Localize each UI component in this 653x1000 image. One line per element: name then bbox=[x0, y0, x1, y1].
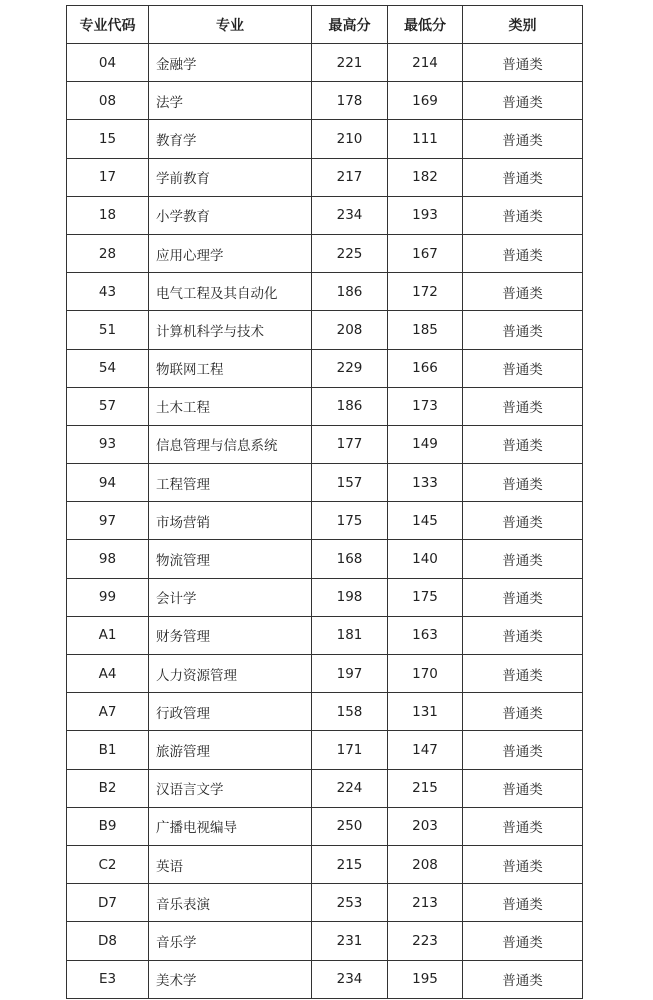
cell-category: 普通类 bbox=[463, 464, 583, 502]
cell-max-score: 177 bbox=[312, 425, 388, 463]
table-row bbox=[67, 464, 583, 502]
cell-category: 普通类 bbox=[463, 234, 583, 272]
cell-min-score: 163 bbox=[388, 616, 463, 654]
cell-min-score: 173 bbox=[388, 387, 463, 425]
cell-major-code: B2 bbox=[67, 769, 149, 807]
cell-major-name: 英语 bbox=[149, 845, 312, 883]
cell-min-score: 111 bbox=[388, 120, 463, 158]
cell-min-score: 185 bbox=[388, 311, 463, 349]
cell-major-name: 音乐学 bbox=[149, 922, 312, 960]
cell-category: 普通类 bbox=[463, 960, 583, 998]
cell-min-score: 195 bbox=[388, 960, 463, 998]
cell-max-score: 171 bbox=[312, 731, 388, 769]
cell-category: 普通类 bbox=[463, 655, 583, 693]
table-row bbox=[67, 922, 583, 960]
cell-category: 普通类 bbox=[463, 349, 583, 387]
cell-major-name: 土木工程 bbox=[149, 387, 312, 425]
cell-major-code: 93 bbox=[67, 425, 149, 463]
cell-category: 普通类 bbox=[463, 540, 583, 578]
table-row bbox=[67, 731, 583, 769]
cell-major-name: 计算机科学与技术 bbox=[149, 311, 312, 349]
table-row bbox=[67, 158, 583, 196]
cell-min-score: 182 bbox=[388, 158, 463, 196]
table-row bbox=[67, 273, 583, 311]
cell-major-code: B9 bbox=[67, 807, 149, 845]
cell-min-score: 149 bbox=[388, 425, 463, 463]
cell-category: 普通类 bbox=[463, 884, 583, 922]
cell-major-code: A1 bbox=[67, 616, 149, 654]
cell-major-code: 08 bbox=[67, 82, 149, 120]
table-row bbox=[67, 311, 583, 349]
cell-major-name: 物联网工程 bbox=[149, 349, 312, 387]
cell-max-score: 224 bbox=[312, 769, 388, 807]
cell-max-score: 215 bbox=[312, 845, 388, 883]
cell-min-score: 133 bbox=[388, 464, 463, 502]
cell-min-score: 193 bbox=[388, 196, 463, 234]
cell-category: 普通类 bbox=[463, 502, 583, 540]
cell-major-code: 97 bbox=[67, 502, 149, 540]
cell-major-code: 54 bbox=[67, 349, 149, 387]
table-row bbox=[67, 196, 583, 234]
cell-major-code: D8 bbox=[67, 922, 149, 960]
cell-max-score: 229 bbox=[312, 349, 388, 387]
cell-min-score: 175 bbox=[388, 578, 463, 616]
cell-max-score: 217 bbox=[312, 158, 388, 196]
cell-max-score: 231 bbox=[312, 922, 388, 960]
cell-major-code: 57 bbox=[67, 387, 149, 425]
cell-major-name: 法学 bbox=[149, 82, 312, 120]
header-min-score: 最低分 bbox=[388, 6, 463, 44]
cell-min-score: 131 bbox=[388, 693, 463, 731]
cell-max-score: 250 bbox=[312, 807, 388, 845]
header-max-score: 最高分 bbox=[312, 6, 388, 44]
cell-max-score: 168 bbox=[312, 540, 388, 578]
cell-category: 普通类 bbox=[463, 196, 583, 234]
table-row bbox=[67, 884, 583, 922]
cell-major-code: A4 bbox=[67, 655, 149, 693]
table-row bbox=[67, 845, 583, 883]
cell-major-name: 美术学 bbox=[149, 960, 312, 998]
cell-min-score: 145 bbox=[388, 502, 463, 540]
cell-max-score: 175 bbox=[312, 502, 388, 540]
cell-min-score: 208 bbox=[388, 845, 463, 883]
cell-max-score: 158 bbox=[312, 693, 388, 731]
cell-max-score: 234 bbox=[312, 960, 388, 998]
table-row bbox=[67, 44, 583, 82]
cell-min-score: 172 bbox=[388, 273, 463, 311]
cell-min-score: 169 bbox=[388, 82, 463, 120]
table-row bbox=[67, 655, 583, 693]
cell-max-score: 157 bbox=[312, 464, 388, 502]
cell-major-name: 教育学 bbox=[149, 120, 312, 158]
table-row bbox=[67, 578, 583, 616]
cell-major-name: 市场营销 bbox=[149, 502, 312, 540]
cell-category: 普通类 bbox=[463, 807, 583, 845]
cell-min-score: 223 bbox=[388, 922, 463, 960]
table-row bbox=[67, 540, 583, 578]
table-row bbox=[67, 387, 583, 425]
table-row bbox=[67, 234, 583, 272]
cell-min-score: 167 bbox=[388, 234, 463, 272]
cell-min-score: 147 bbox=[388, 731, 463, 769]
header-major-code: 专业代码 bbox=[67, 6, 149, 44]
cell-category: 普通类 bbox=[463, 120, 583, 158]
cell-major-code: 99 bbox=[67, 578, 149, 616]
cell-max-score: 225 bbox=[312, 234, 388, 272]
cell-max-score: 198 bbox=[312, 578, 388, 616]
cell-major-code: A7 bbox=[67, 693, 149, 731]
cell-category: 普通类 bbox=[463, 82, 583, 120]
cell-max-score: 186 bbox=[312, 387, 388, 425]
cell-category: 普通类 bbox=[463, 845, 583, 883]
table-row bbox=[67, 349, 583, 387]
cell-major-code: 98 bbox=[67, 540, 149, 578]
cell-major-name: 旅游管理 bbox=[149, 731, 312, 769]
cell-major-code: 15 bbox=[67, 120, 149, 158]
cell-category: 普通类 bbox=[463, 922, 583, 960]
table-body bbox=[67, 44, 583, 999]
cell-min-score: 203 bbox=[388, 807, 463, 845]
cell-major-name: 会计学 bbox=[149, 578, 312, 616]
header-row bbox=[67, 6, 583, 44]
cell-major-name: 学前教育 bbox=[149, 158, 312, 196]
cell-category: 普通类 bbox=[463, 693, 583, 731]
cell-major-code: 04 bbox=[67, 44, 149, 82]
cell-major-name: 信息管理与信息系统 bbox=[149, 425, 312, 463]
cell-major-name: 人力资源管理 bbox=[149, 655, 312, 693]
table-row bbox=[67, 120, 583, 158]
cell-category: 普通类 bbox=[463, 44, 583, 82]
cell-major-name: 电气工程及其自动化 bbox=[149, 273, 312, 311]
cell-category: 普通类 bbox=[463, 616, 583, 654]
header-major: 专业 bbox=[149, 6, 312, 44]
cell-major-code: 18 bbox=[67, 196, 149, 234]
cell-category: 普通类 bbox=[463, 425, 583, 463]
table-row bbox=[67, 82, 583, 120]
cell-major-code: E3 bbox=[67, 960, 149, 998]
cell-major-name: 工程管理 bbox=[149, 464, 312, 502]
cell-major-name: 汉语言文学 bbox=[149, 769, 312, 807]
cell-major-name: 行政管理 bbox=[149, 693, 312, 731]
table-row bbox=[67, 769, 583, 807]
cell-min-score: 166 bbox=[388, 349, 463, 387]
header-category: 类别 bbox=[463, 6, 583, 44]
cell-min-score: 213 bbox=[388, 884, 463, 922]
cell-major-name: 小学教育 bbox=[149, 196, 312, 234]
cell-category: 普通类 bbox=[463, 387, 583, 425]
cell-category: 普通类 bbox=[463, 578, 583, 616]
cell-major-code: 94 bbox=[67, 464, 149, 502]
cell-max-score: 210 bbox=[312, 120, 388, 158]
score-table bbox=[66, 5, 583, 999]
cell-major-code: B1 bbox=[67, 731, 149, 769]
table-row bbox=[67, 425, 583, 463]
cell-category: 普通类 bbox=[463, 273, 583, 311]
score-table-container bbox=[66, 5, 582, 999]
cell-category: 普通类 bbox=[463, 731, 583, 769]
cell-max-score: 197 bbox=[312, 655, 388, 693]
cell-category: 普通类 bbox=[463, 158, 583, 196]
cell-major-name: 物流管理 bbox=[149, 540, 312, 578]
cell-category: 普通类 bbox=[463, 311, 583, 349]
cell-major-name: 财务管理 bbox=[149, 616, 312, 654]
cell-max-score: 178 bbox=[312, 82, 388, 120]
cell-max-score: 234 bbox=[312, 196, 388, 234]
cell-major-name: 金融学 bbox=[149, 44, 312, 82]
cell-major-code: C2 bbox=[67, 845, 149, 883]
cell-major-code: 43 bbox=[67, 273, 149, 311]
cell-max-score: 208 bbox=[312, 311, 388, 349]
cell-major-code: 28 bbox=[67, 234, 149, 272]
cell-major-code: 51 bbox=[67, 311, 149, 349]
cell-major-name: 广播电视编导 bbox=[149, 807, 312, 845]
cell-major-code: D7 bbox=[67, 884, 149, 922]
cell-max-score: 181 bbox=[312, 616, 388, 654]
cell-min-score: 215 bbox=[388, 769, 463, 807]
cell-major-name: 音乐表演 bbox=[149, 884, 312, 922]
cell-category: 普通类 bbox=[463, 769, 583, 807]
cell-max-score: 221 bbox=[312, 44, 388, 82]
cell-min-score: 170 bbox=[388, 655, 463, 693]
cell-major-name: 应用心理学 bbox=[149, 234, 312, 272]
table-header bbox=[67, 6, 583, 44]
cell-major-code: 17 bbox=[67, 158, 149, 196]
table-row bbox=[67, 693, 583, 731]
cell-max-score: 186 bbox=[312, 273, 388, 311]
table-row bbox=[67, 502, 583, 540]
table-row bbox=[67, 807, 583, 845]
table-row bbox=[67, 616, 583, 654]
cell-min-score: 214 bbox=[388, 44, 463, 82]
cell-min-score: 140 bbox=[388, 540, 463, 578]
table-row bbox=[67, 960, 583, 998]
cell-max-score: 253 bbox=[312, 884, 388, 922]
